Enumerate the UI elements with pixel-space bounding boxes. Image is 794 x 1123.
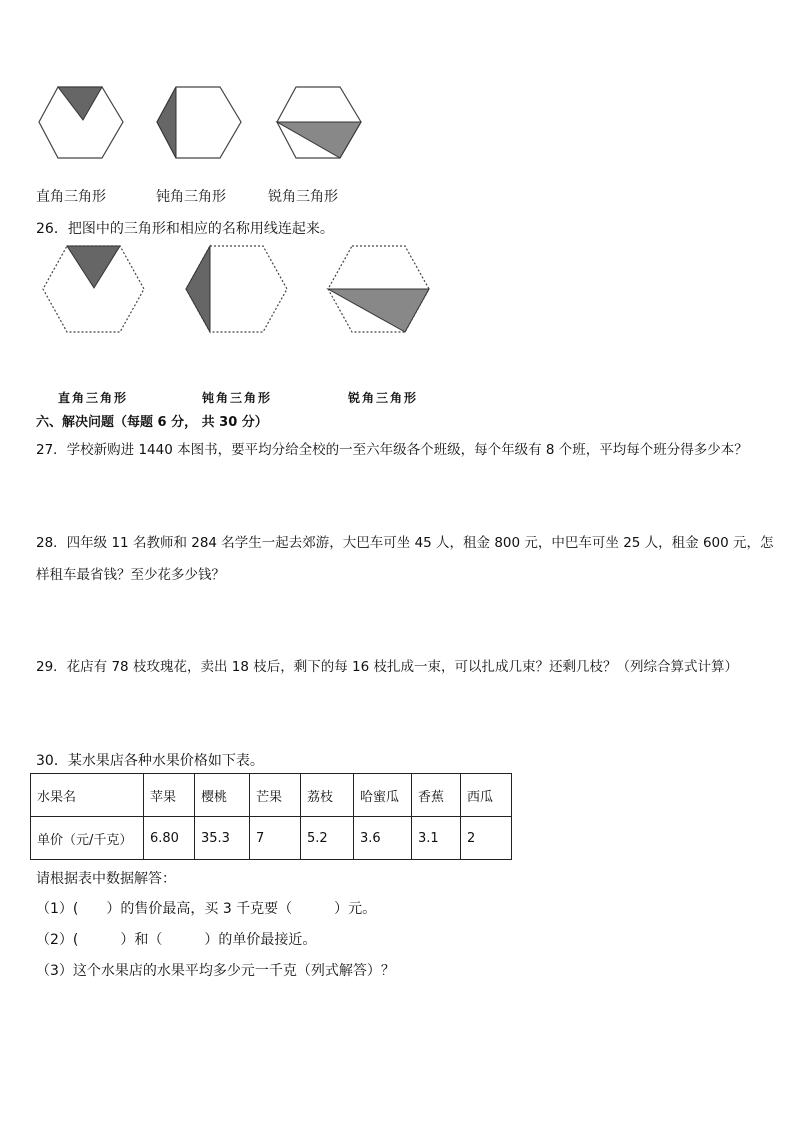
question-28-line-1: 28．四年级 11 名教师和 284 名学生一起去郊游，大巴车可坐 45 人，租金 800 元，中巴车可坐 25 人，租金 600 元，怎 xyxy=(36,535,774,551)
table-cell: 7 xyxy=(250,817,301,860)
table-cell: 水果名 xyxy=(31,774,144,817)
table-cell: 樱桃 xyxy=(195,774,250,817)
question-26: 26．把图中的三角形和相应的名称用线连起来。 xyxy=(36,221,334,237)
table-cell: 香蕉 xyxy=(412,774,461,817)
q26-hexagon-figure xyxy=(40,242,440,338)
fruit-price-table xyxy=(30,773,512,860)
hexagon-acute-triangle xyxy=(277,87,361,158)
q26-label-right-triangle: 直角三角形 xyxy=(58,391,129,405)
q30-sub-3: （3）这个水果店的水果平均多少元一千克（列式解答）？ xyxy=(36,963,395,979)
hexagon-obtuse-triangle xyxy=(157,87,241,158)
section-6-title: 六、解决问题（每题 6 分， 共 30 分） xyxy=(36,415,268,430)
table-row xyxy=(31,817,512,860)
table-cell: 2 xyxy=(461,817,512,860)
table-cell: 苹果 xyxy=(144,774,195,817)
question-29: 29．花店有 78 枝玫瑰花，卖出 18 枝后，剩下的每 16 枝扎成一束，可以扎成几束？还剩几枝？（列综合算式计算） xyxy=(36,659,738,675)
q30-prompt: 请根据表中数据解答： xyxy=(36,871,176,887)
question-28-line-2: 样租车最省钱？至少花多少钱？ xyxy=(36,567,225,583)
top-label-acute-triangle: 锐角三角形 xyxy=(268,189,338,205)
q26-hexagon-acute-triangle xyxy=(328,246,429,332)
q30-sub-1: （1）( ）的售价最高，买 3 千克要（ ）元。 xyxy=(36,901,377,917)
table-cell: 芒果 xyxy=(250,774,301,817)
table-header-row xyxy=(31,774,512,817)
question-30: 30．某水果店各种水果价格如下表。 xyxy=(36,753,264,769)
top-label-obtuse-triangle: 钝角三角形 xyxy=(156,189,226,205)
table-cell: 3.6 xyxy=(354,817,412,860)
q26-hexagon-obtuse-triangle xyxy=(186,246,287,332)
table-cell: 荔枝 xyxy=(301,774,354,817)
q26-hexagon-right-triangle xyxy=(43,246,144,332)
table-cell: 35.3 xyxy=(195,817,250,860)
table-cell: 西瓜 xyxy=(461,774,512,817)
q26-label-obtuse-triangle: 钝角三角形 xyxy=(202,391,273,405)
table-cell: 6.80 xyxy=(144,817,195,860)
top-label-right-triangle: 直角三角形 xyxy=(36,189,106,205)
q26-label-acute-triangle: 锐角三角形 xyxy=(348,391,419,405)
question-27: 27．学校新购进 1440 本图书，要平均分给全校的一至六年级各个班级，每个年级有 8 个班，平均每个班分得多少本？ xyxy=(36,442,748,458)
table-cell: 5.2 xyxy=(301,817,354,860)
q30-sub-2: （2）( ）和（ ）的单价最接近。 xyxy=(36,932,317,948)
hexagon-right-triangle xyxy=(39,87,123,158)
top-hexagon-figure xyxy=(36,82,376,164)
table-cell: 单价（元/千克） xyxy=(31,817,144,860)
table-cell: 3.1 xyxy=(412,817,461,860)
table-cell: 哈蜜瓜 xyxy=(354,774,412,817)
